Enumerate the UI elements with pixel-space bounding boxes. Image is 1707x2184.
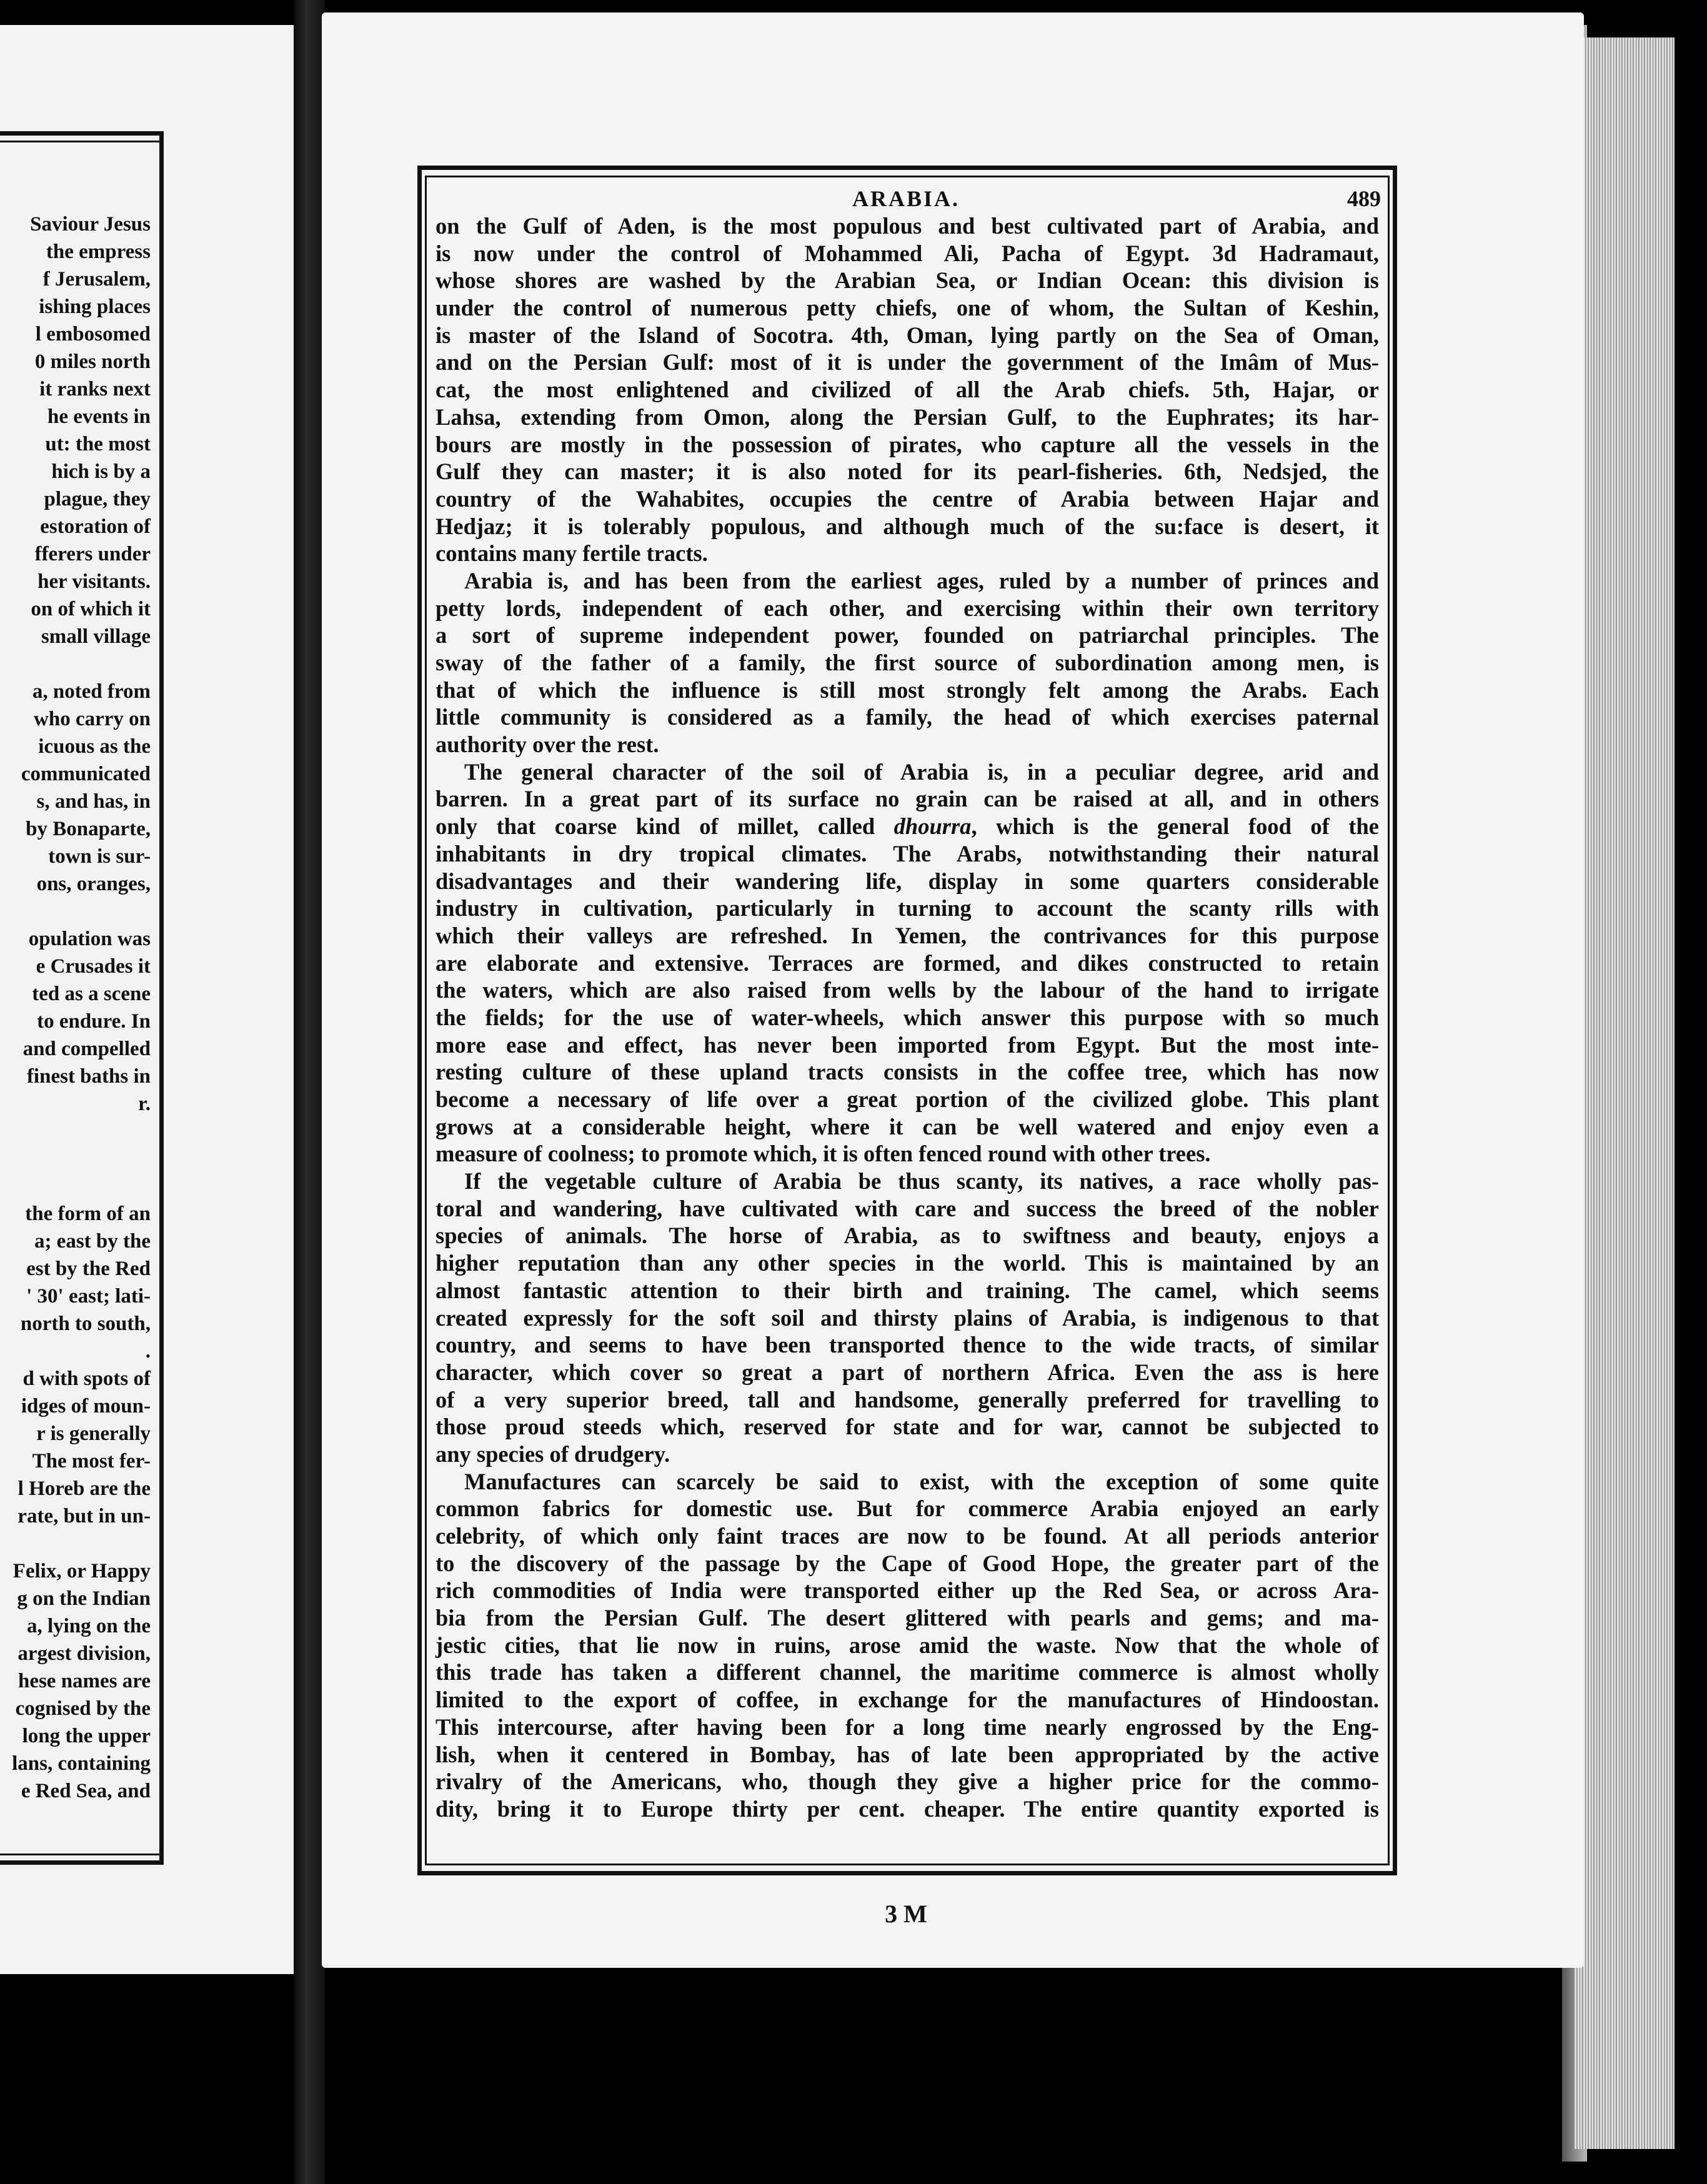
body-line: common fabrics for domestic use. But for commerce Arabia enjoyed an early xyxy=(435,1496,1379,1522)
left-page-line xyxy=(0,1173,151,1200)
body-line: to the discovery of the passage by the Cape of Good Hope, the greater part of the xyxy=(435,1550,1379,1576)
body-line: bours are mostly in the possession of pirates, who capture all the vessels in the xyxy=(435,431,1379,457)
left-page-line: finest baths in xyxy=(26,1065,151,1088)
left-page-line: communicated xyxy=(21,763,151,785)
body-line: industry in cultivation, particularly in turning to account the scanty rills with xyxy=(435,895,1379,921)
body-line: The general character of the soil of Arabia is, in a peculiar degree, arid and xyxy=(464,758,1379,785)
body-line: barren. In a great part of its surface no grain can be raised at all, and in others xyxy=(435,786,1379,812)
left-page-line: on of which it xyxy=(31,598,151,620)
body-line: created expressly for the soft soil and thirsty plains of Arabia, is indigenous to that xyxy=(435,1304,1379,1331)
printer-signature: 3 M xyxy=(885,1900,927,1928)
left-page-line xyxy=(0,650,151,678)
left-page-line: r. xyxy=(138,1093,151,1115)
left-page-line: a; east by the xyxy=(34,1230,151,1253)
body-line: inhabitants in dry tropical climates. The Arabs, notwithstanding their natural xyxy=(435,840,1379,866)
left-page-line: long the upper xyxy=(22,1725,151,1747)
left-page-line: The most fer- xyxy=(32,1450,151,1472)
body-line: Lahsa, extending from Omon, along the Persian Gulf, to the Euphrates; its har- xyxy=(435,404,1379,430)
body-line: cat, the most enlightened and civilized of all the Arab chiefs. 5th, Hajar, or xyxy=(435,377,1379,403)
left-page-line xyxy=(0,1145,151,1173)
left-page-line: Saviour Jesus xyxy=(30,213,151,236)
body-line: Gulf they can master; it is also noted for its pearl-fisheries. 6th, Nedsjed, the xyxy=(435,459,1379,485)
body-line: bia from the Persian Gulf. The desert glittered with pearls and gems; and ma- xyxy=(435,1605,1379,1631)
body-line: contains many fertile tracts. xyxy=(435,540,708,567)
left-page-line: ut: the most xyxy=(45,433,151,455)
body-line: Hedjaz; it is tolerably populous, and although much of the su:face is desert, it xyxy=(435,513,1379,539)
body-line: Manufactures can scarcely be said to exist, with the exception of some quite xyxy=(464,1468,1379,1494)
body-line: petty lords, independent of each other, and exercising within their own territory xyxy=(435,595,1379,621)
body-line: the fields; for the use of water-wheels, which answer this purpose with so much xyxy=(435,1004,1379,1030)
body-line: authority over the rest. xyxy=(435,732,659,758)
body-line: become a necessary of life over a great portion of the civilized globe. This plant xyxy=(435,1086,1379,1112)
left-page-text xyxy=(0,211,151,1805)
running-header-title: ARABIA. xyxy=(852,186,960,211)
left-page-line: ons, oranges, xyxy=(36,873,151,895)
left-page-line: g on the Indian xyxy=(17,1587,151,1610)
left-page-line: and compelled xyxy=(22,1038,151,1060)
left-page-line: s, and has, in xyxy=(36,790,151,813)
body-line: character, which cover so great a part of northern Africa. Even the ass is here xyxy=(435,1359,1379,1385)
left-page-line: r is generally xyxy=(36,1422,151,1445)
left-page-line: plague, they xyxy=(44,488,151,510)
body-line: any species of drudgery. xyxy=(435,1441,670,1467)
body-line: country, and seems to have been transported thence to the wide tracts, of similar xyxy=(435,1332,1379,1358)
body-line: disadvantages and their wandering life, display in some quarters considerable xyxy=(435,868,1379,894)
left-page-line: 0 miles north xyxy=(34,350,151,373)
body-line: resting culture of these upland tracts consists in the coffee tree, which has now xyxy=(435,1059,1379,1085)
left-page-line: opulation was xyxy=(28,928,151,950)
left-page-line: the form of an xyxy=(25,1203,151,1225)
left-page-line: ted as a scene xyxy=(32,983,151,1005)
left-page-line: d with spots of xyxy=(22,1367,151,1390)
left-page-line: by Bonaparte, xyxy=(26,818,151,840)
left-page-line: it ranks next xyxy=(39,378,151,400)
left-page-line: argest division, xyxy=(17,1642,151,1665)
body-line: sway of the father of a family, the first source of subordination among men, is xyxy=(435,650,1379,675)
left-page-line: to endure. In xyxy=(37,1010,151,1033)
body-line: dity, bring it to Europe thirty per cent. cheaper. The entire quantity exported is xyxy=(435,1795,1379,1822)
left-page-line: lans, containing xyxy=(12,1752,151,1775)
body-line: more ease and effect, has never been imported from Egypt. But the most inte- xyxy=(435,1031,1379,1058)
left-page-line: Felix, or Happy xyxy=(12,1560,151,1582)
left-page-line: he events in xyxy=(47,405,151,428)
body-line: on the Gulf of Aden, is the most populous and best cultivated part of Arabia, and xyxy=(435,213,1379,239)
left-page-line: icuous as the xyxy=(38,735,151,758)
left-page-line: estoration of xyxy=(40,515,151,538)
left-page-line: hese names are xyxy=(17,1670,151,1692)
left-page-line: ' 30' east; lati- xyxy=(26,1285,151,1308)
body-line: only that coarse kind of millet, called dhourra, which is the general food of the xyxy=(435,813,1379,840)
body-line: higher reputation than any other species in the world. This is maintained by an xyxy=(435,1250,1379,1276)
body-line: This intercourse, after having been for a long time nearly engrossed by the Eng- xyxy=(435,1714,1379,1740)
body-text xyxy=(435,212,1379,1823)
left-page-line: est by the Red xyxy=(26,1258,151,1280)
body-line: almost fantastic attention to their birth and training. The camel, which seems xyxy=(435,1277,1379,1303)
left-page-line: ishing places xyxy=(39,295,151,318)
left-page-line: a, noted from xyxy=(32,680,151,703)
body-line: little community is considered as a family, the head of which exercises paternal xyxy=(435,704,1379,730)
page-edges xyxy=(1575,37,1675,2149)
left-page-frame xyxy=(0,131,164,1865)
body-line: is master of the Island of Socotra. 4th, Oman, lying partly on the Sea of Oman, xyxy=(435,322,1379,348)
body-line: whose shores are washed by the Arabian Sea, or Indian Ocean: this division is xyxy=(435,267,1379,294)
body-line: celebrity, of which only faint traces are now to be found. At all periods anterior xyxy=(435,1523,1379,1549)
body-line: jestic cities, that lie now in ruins, arose amid the waste. Now that the whole of xyxy=(435,1632,1379,1658)
left-page-line: small village xyxy=(41,625,151,648)
left-page-line: cognised by the xyxy=(15,1697,151,1720)
body-line: and on the Persian Gulf: most of it is under the government of the Imâm of Mus- xyxy=(435,349,1379,375)
body-line: If the vegetable culture of Arabia be thus scanty, its natives, a race wholly pas- xyxy=(464,1168,1379,1194)
left-page-line xyxy=(0,1530,151,1557)
left-page-line: fferers under xyxy=(34,543,151,565)
left-page-line: her visitants. xyxy=(37,570,151,593)
book-gutter xyxy=(294,0,325,2184)
left-page-line: a, lying on the xyxy=(26,1615,151,1637)
body-line: a sort of supreme independent power, founded on patriarchal principles. The xyxy=(435,622,1379,648)
body-line: country of the Wahabites, occupies the centre of Arabia between Hajar and xyxy=(435,485,1379,512)
body-line: Arabia is, and has been from the earliest ages, ruled by a number of princes and xyxy=(464,567,1379,593)
left-page-line xyxy=(0,1118,151,1145)
body-line: the waters, which are also raised from wells by the labour of the hand to irrigate xyxy=(435,977,1379,1003)
left-page-line xyxy=(0,898,151,925)
left-page-line: town is sur- xyxy=(48,845,151,868)
left-page-line: e Crusades it xyxy=(36,955,151,978)
body-line: toral and wandering, have cultivated with care and success the breed of the nobler xyxy=(435,1195,1379,1221)
body-line: species of animals. The horse of Arabia, as to swiftness and beauty, enjoys a xyxy=(435,1223,1379,1249)
body-line: under the control of numerous petty chiefs, one of whom, the Sultan of Keshin, xyxy=(435,295,1379,321)
body-line: are elaborate and extensive. Terraces are formed, and dikes constructed to retain xyxy=(435,950,1379,976)
body-line: this trade has taken a different channel, the maritime commerce is almost wholly xyxy=(435,1659,1379,1685)
body-line: rivalry of the Americans, who, though they give a higher price for the commo- xyxy=(435,1769,1379,1795)
body-line: that of which the influence is still most strongly felt among the Arabs. Each xyxy=(435,677,1379,703)
left-facing-page xyxy=(0,25,294,1974)
body-line: measure of coolness; to promote which, it is often fenced round with other trees. xyxy=(435,1141,1211,1167)
page-number: 489 xyxy=(1347,186,1381,211)
body-line: which their valleys are refreshed. In Yemen, the contrivances for this purpose xyxy=(435,922,1379,948)
left-page-line: e Red Sea, and xyxy=(21,1780,151,1802)
body-line: lish, when it centered in Bombay, has of late been appropriated by the active xyxy=(435,1741,1379,1767)
body-line: grows at a considerable height, where it can be well watered and enjoy even a xyxy=(435,1113,1379,1139)
body-line: rich commodities of India were transported either up the Red Sea, or across Ara- xyxy=(435,1577,1379,1604)
left-page-line: the empress xyxy=(46,241,151,263)
body-line: those proud steeds which, reserved for state and for war, cannot be subjected to xyxy=(435,1414,1379,1440)
left-page-line: who carry on xyxy=(34,708,151,730)
left-page-line: l embosomed xyxy=(35,323,151,345)
left-page-line: north to south, xyxy=(20,1313,151,1335)
body-line: of a very superior breed, tall and handsome, generally preferred for travelling to xyxy=(435,1386,1379,1412)
left-page-line: rate, but in un- xyxy=(17,1505,151,1527)
left-page-line: f Jerusalem, xyxy=(42,268,151,290)
body-line: limited to the export of coffee, in exchange for the manufactures of Hindoostan. xyxy=(435,1687,1379,1713)
body-line: is now under the control of Mohammed Ali, Pacha of Egypt. 3d Hadramaut, xyxy=(435,240,1379,266)
left-page-line: l Horeb are the xyxy=(17,1477,151,1500)
left-page-line: hich is by a xyxy=(51,460,151,483)
left-page-line: idges of moun- xyxy=(21,1395,151,1417)
left-page-line: . xyxy=(145,1340,151,1363)
